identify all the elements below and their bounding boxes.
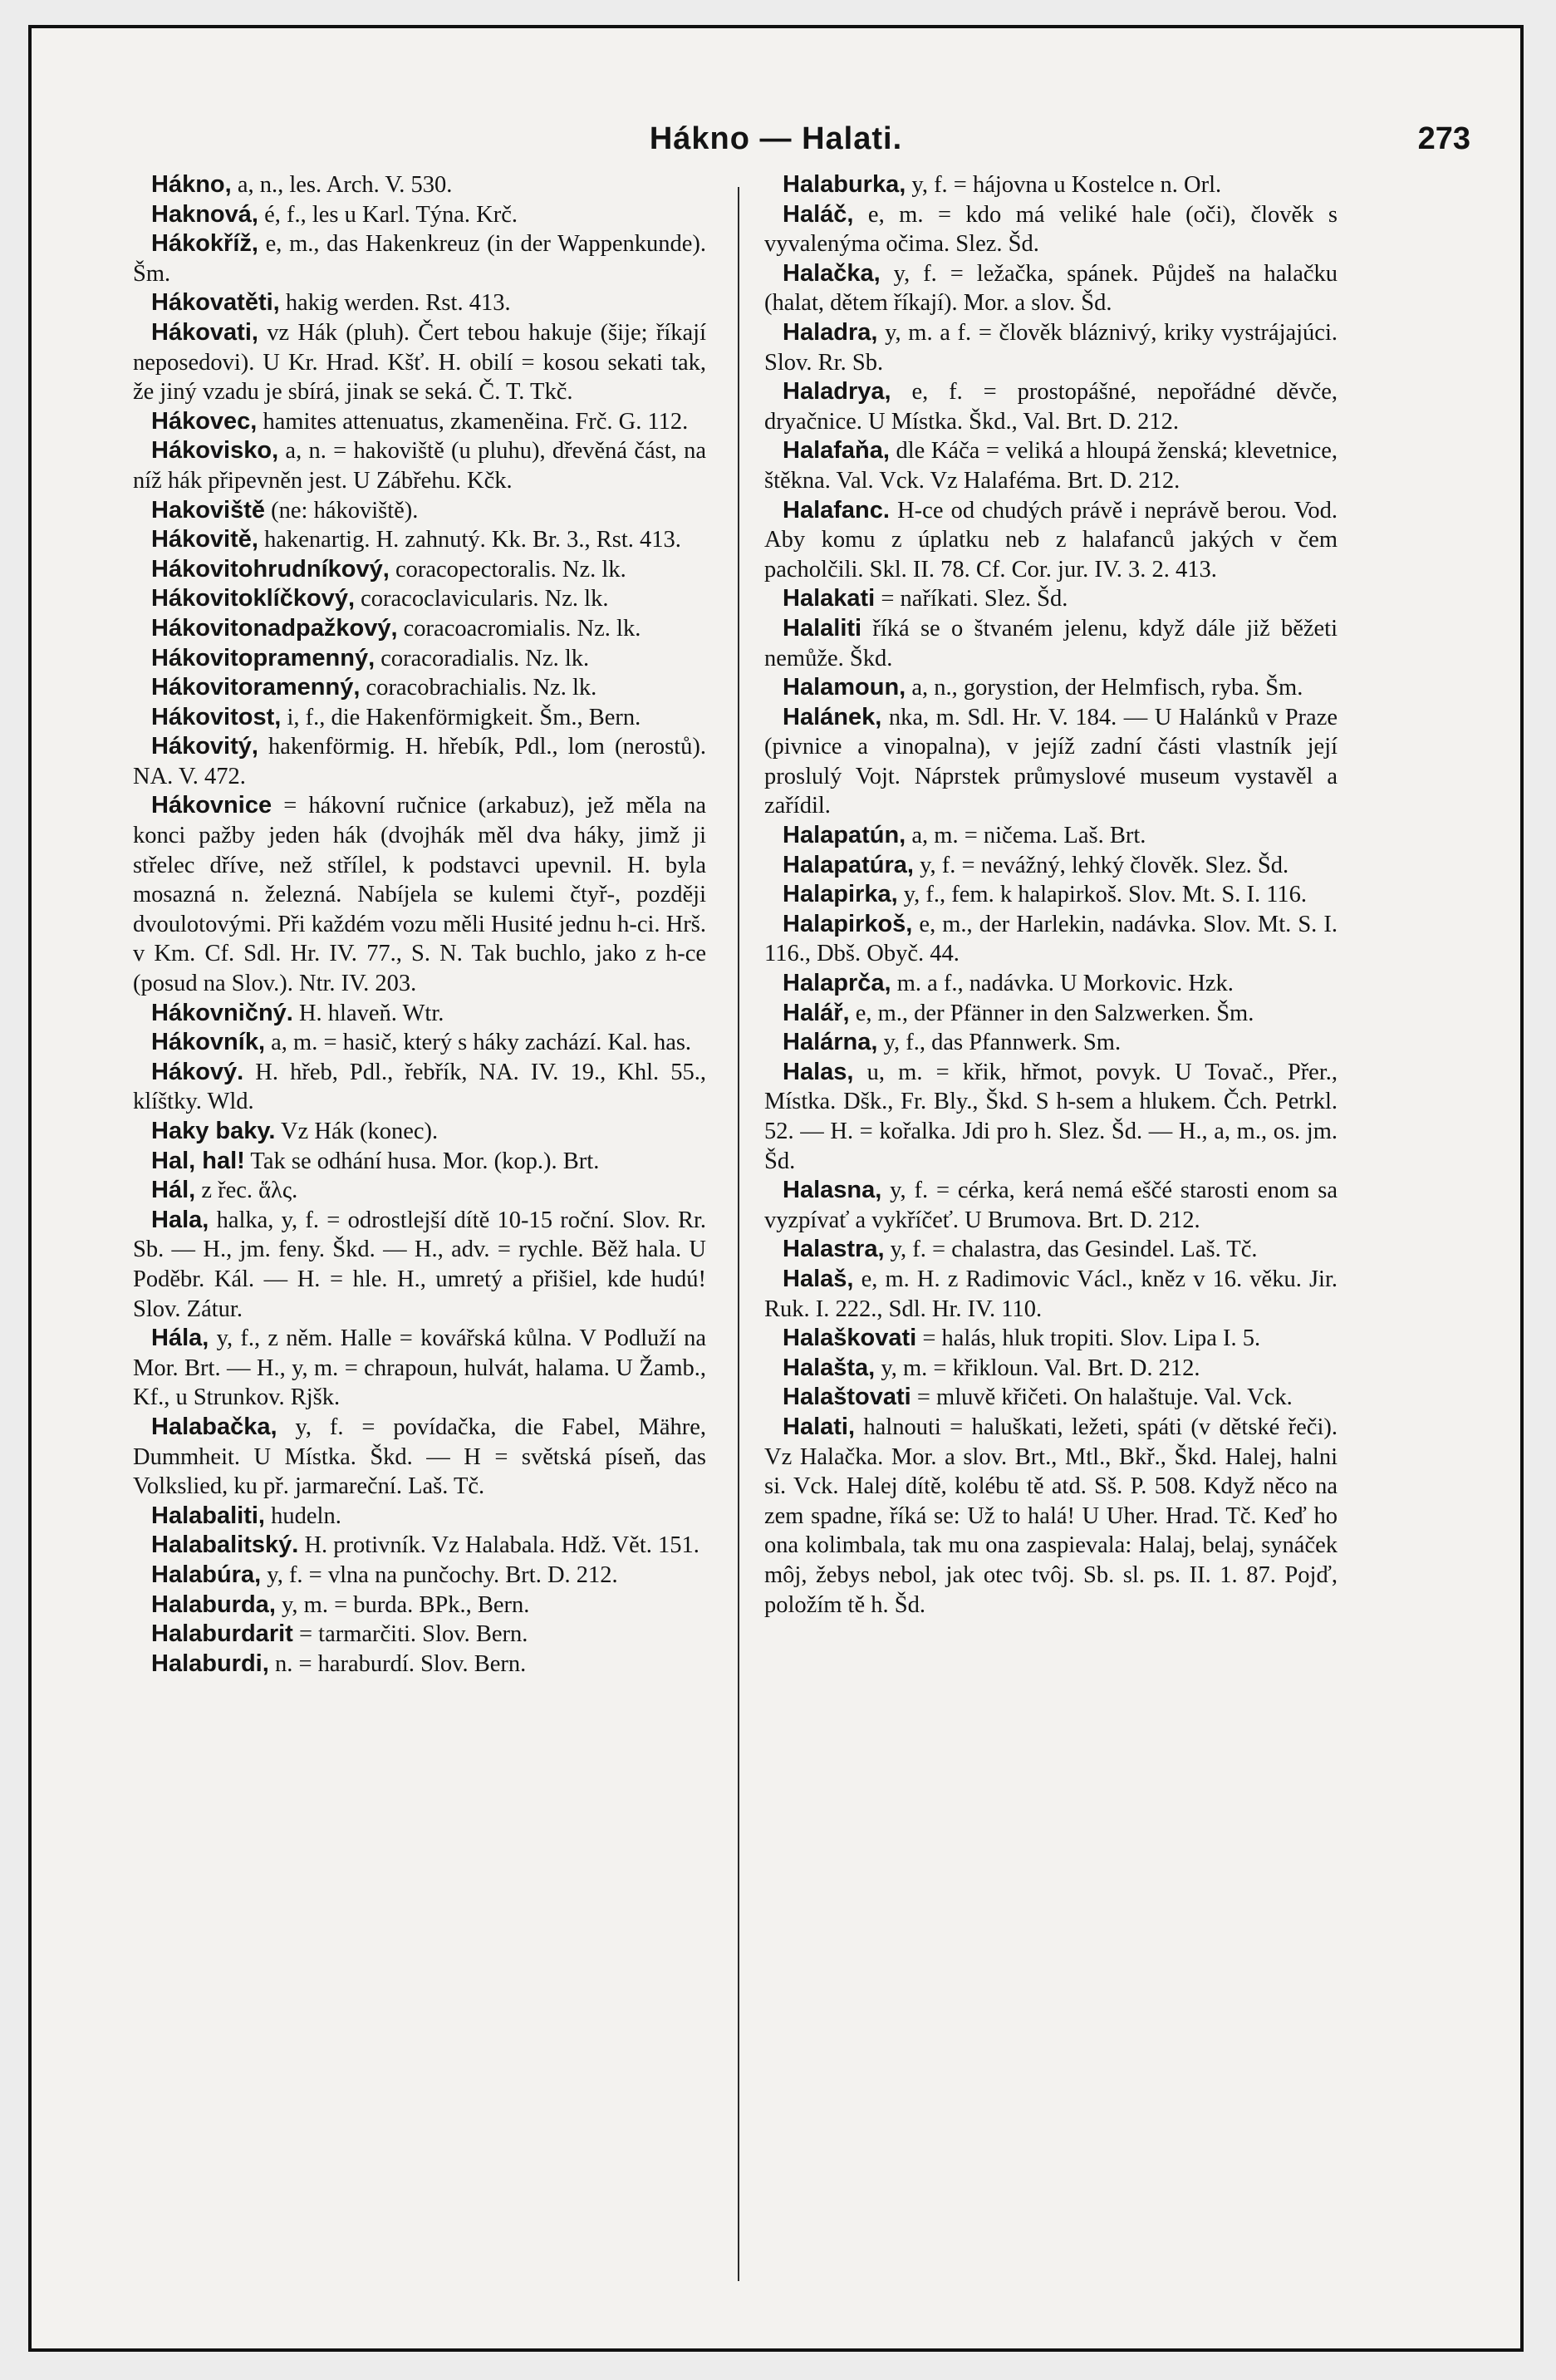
entry-definition: H. protivník. Vz Halabala. Hdž. Vět. 151. — [298, 1532, 699, 1559]
entry-headword: Haláč, — [783, 200, 854, 228]
entry-headword: Hákovitost, — [151, 703, 282, 730]
entry-headword: Halaburda, — [151, 1591, 276, 1618]
entry-definition: u, m. = křik, hřmot, povyk. U Tovač., Přer., Místka. Dšk., Fr. Bly., Škd. S h-sem a hlukem. Čch. Petrkl. 52. — H. = kořalka. Jdi pro h. Slez. Šd. — H., a, m., os. jm. Šd. — [764, 1059, 1338, 1174]
dictionary-entry — [133, 791, 706, 998]
dictionary-entry — [764, 496, 1338, 585]
dictionary-entry — [764, 703, 1338, 821]
entry-definition: y, f., z něm. Halle = kovářská kůlna. V Podluží na Mor. Brt. — H., y, m. = chrapoun, hulvát, halama. U Žamb., Kf., u Strunkov. Rjšk. — [133, 1325, 706, 1411]
dictionary-entry — [133, 555, 706, 585]
entry-headword: Hákovec, — [151, 407, 258, 435]
dictionary-entry — [133, 1058, 706, 1117]
entry-definition: y, f. = ležačka, spánek. Půjdeš na halačku (halat, dětem říkají). Mor. a slov. Šd. — [764, 260, 1338, 317]
page-header — [81, 121, 1470, 171]
entry-headword: Halabačka, — [151, 1413, 277, 1440]
column-divider — [738, 187, 739, 2281]
entry-headword: Halaburdarit — [151, 1620, 293, 1648]
entry-headword: Halaš, — [783, 1265, 854, 1292]
entry-definition: hakenartig. H. zahnutý. Kk. Br. 3., Rst. 413. — [258, 527, 681, 553]
dictionary-entry — [764, 436, 1338, 495]
entry-definition: i, f., die Hakenförmigkeit. Šm., Bern. — [281, 704, 641, 730]
entry-definition: y, m. = křikloun. Val. Brt. D. 212. — [875, 1355, 1200, 1381]
dictionary-entry — [764, 1058, 1338, 1176]
entry-headword: Haky baky. — [151, 1118, 276, 1144]
entry-headword: Halašta, — [783, 1354, 876, 1381]
dictionary-entry — [133, 1620, 706, 1650]
dictionary-entry — [133, 170, 706, 200]
entry-definition: hamites attenuatus, zkameněina. Frč. G. 112. — [257, 408, 689, 435]
entry-headword: Hákovitopramenný, — [151, 644, 376, 671]
entry-headword: Halasna, — [783, 1177, 882, 1204]
entry-definition: H. hřeb, Pdl., řebřík, NA. IV. 19., Khl. 55., klíštky. Wld. — [133, 1059, 706, 1115]
dictionary-entry — [133, 200, 706, 230]
dictionary-entry — [133, 732, 706, 791]
entry-headword: Hala, — [151, 1206, 209, 1233]
dictionary-entry — [133, 644, 706, 674]
entry-definition: hudeln. — [265, 1502, 341, 1529]
entry-definition: y, m. = burda. BPk., Bern. — [275, 1591, 530, 1618]
entry-definition: y, f. = nevážný, lehký člověk. Slez. Šd. — [913, 852, 1289, 878]
entry-definition: Tak se odhání husa. Mor. (kop.). Brt. — [244, 1148, 600, 1174]
entry-definition: é, f., les u Karl. Týna. Krč. — [258, 201, 518, 228]
entry-definition: coracobrachialis. Nz. lk. — [360, 675, 597, 701]
entry-headword: Haknová, — [151, 200, 258, 228]
dictionary-entry — [133, 496, 706, 526]
entry-headword: Hál, — [151, 1177, 196, 1204]
entry-headword: Halabaliti, — [151, 1502, 265, 1529]
dictionary-entry — [133, 999, 706, 1029]
entry-definition: y, m. a f. = člověk bláznivý, kriky vystrájajúci. Slov. Rr. Sb. — [764, 319, 1338, 376]
dictionary-entry — [133, 436, 706, 495]
entry-headword: Halánek, — [783, 703, 882, 730]
dictionary-entry — [133, 703, 706, 733]
entry-headword: Hákokříž, — [151, 230, 258, 258]
entry-definition: říká se o štvaném jelenu, když dále již běžeti nemůže. Škd. — [764, 615, 1338, 671]
right-column — [764, 170, 1338, 2264]
entry-definition: halka, y, f. = odrostlejší dítě 10-15 roční. Slov. Rr. Sb. — H., jm. feny. Škd. — H., adv. = rychle. Běž hala. U Poděbr. Kál. — H. = hle. H., umretý a přišiel, kde hudú! Slov. Zátur. — [133, 1207, 706, 1322]
entry-headword: Halafanc. — [783, 496, 890, 524]
entry-definition: y, f. = hájovna u Kostelce n. Orl. — [906, 172, 1222, 198]
dictionary-entry — [133, 407, 706, 437]
dictionary-entry — [764, 1354, 1338, 1384]
entry-headword: Hákovitoramenný, — [151, 674, 361, 701]
dictionary-entry — [764, 614, 1338, 673]
entry-definition: = tarmarčiti. Slov. Bern. — [292, 1621, 528, 1648]
entry-headword: Halafaňa, — [783, 437, 890, 465]
entry-headword: Halabúra, — [151, 1561, 262, 1588]
dictionary-entry — [764, 1235, 1338, 1265]
entry-headword: Hákovati, — [151, 318, 258, 346]
dictionary-entry — [764, 584, 1338, 614]
dictionary-entry — [764, 200, 1338, 259]
entry-headword: Halačka, — [783, 259, 881, 287]
dictionary-entry — [764, 1265, 1338, 1324]
entry-headword: Hákno, — [151, 171, 232, 198]
dictionary-entry — [764, 1028, 1338, 1058]
entry-definition: y, f. = vlna na punčochy. Brt. D. 212. — [261, 1561, 618, 1588]
dictionary-entry — [133, 1561, 706, 1591]
dictionary-entry — [764, 910, 1338, 969]
entry-headword: Hákový. — [151, 1058, 244, 1085]
entry-definition: y, f., das Pfannwerk. Sm. — [877, 1030, 1122, 1056]
entry-headword: Hákovitohrudníkový, — [151, 555, 390, 583]
dictionary-entry — [764, 377, 1338, 436]
dictionary-entry — [133, 318, 706, 407]
entry-definition: = hákovní ručnice (arkabuz), jež měla na konci pažby jeden hák (dvojhák měl dva háky, jimž ji střelec dříve, než střílel, k podstavci upevnil. H. byla mosazná n. železná. Nabíjela se kulemi čtyř-, později dvoulotovými. Při každém vozu měli Husité jednu h-ci. Hrš. v Km. Cf. Sdl. Hr. IV. 77., S. N. Tak buchlo, jako z h-ce (posud na Slov.). Ntr. IV. 203. — [133, 793, 706, 997]
entry-headword: Halaškovati — [783, 1325, 917, 1352]
dictionary-entry — [133, 584, 706, 614]
entry-headword: Halaburka, — [783, 171, 906, 198]
entry-definition: hakig werden. Rst. 413. — [279, 290, 511, 317]
entry-definition: H. hlaveň. Wtr. — [292, 1000, 444, 1026]
dictionary-entry — [764, 318, 1338, 377]
dictionary-entry — [764, 1413, 1338, 1620]
entry-headword: Hákovitý, — [151, 733, 258, 760]
entry-definition: a, n., les. Arch. V. 530. — [231, 172, 453, 198]
entry-headword: Halas, — [783, 1058, 854, 1085]
dictionary-entry — [133, 1650, 706, 1679]
dictionary-entry — [764, 1324, 1338, 1354]
dictionary-entry — [764, 1176, 1338, 1235]
entry-headword: Hákovník, — [151, 1029, 265, 1056]
entry-definition: coracoradialis. Nz. lk. — [375, 645, 590, 671]
dictionary-entry — [133, 1591, 706, 1620]
entry-headword: Halabalitský. — [151, 1532, 299, 1559]
entry-definition: H-ce od chudých právě i neprávě berou. Vod. Aby komu z úplatku neb z halafanců jakých v čem pacholčili. Skl. II. 78. Cf. Cor. jur. IV. 3. 2. 413. — [764, 497, 1338, 583]
entry-headword: Hal, hal! — [151, 1147, 245, 1174]
entry-definition: y, f., fem. k halapirkoš. Slov. Mt. S. I. 116. — [897, 882, 1308, 908]
entry-definition: = mluvě křičeti. On halaštuje. Val. Vck. — [911, 1384, 1293, 1411]
entry-headword: Halakati — [783, 585, 876, 612]
entry-definition: a, m. = hasič, který s háky zachází. Kal. has. — [265, 1030, 692, 1056]
entry-definition: e, m. = kdo má veliké hale (oči), člověk s vyvalenýma očima. Slez. Šd. — [764, 201, 1338, 258]
running-title: Hákno — Halati. — [649, 121, 903, 156]
dictionary-entry — [133, 1176, 706, 1206]
entry-definition: coracoacromialis. Nz. lk. — [397, 615, 641, 642]
entry-headword: Hákovničný. — [151, 999, 293, 1026]
entry-definition: vz Hák (pluh). Čert tebou hakuje (šije; říkají neposedovi). U Kr. Hrad. Kšť. H. obilí = kosou sekati tak, že jiný vzadu je sbírá, jinak se seká. Č. T. Tkč. — [133, 319, 706, 406]
entry-definition: nka, m. Sdl. Hr. V. 184. — U Halánků v Praze (pivnice a vinopalna), v jejíž zadní části vlastník její proslulý Vojt. Náprstek průmyslové museum vystavěl a zařídil. — [764, 704, 1338, 819]
dictionary-entry — [764, 969, 1338, 999]
dictionary-entry — [764, 170, 1338, 200]
entry-definition: n. = haraburdí. Slov. Bern. — [268, 1650, 527, 1677]
dictionary-entry — [133, 525, 706, 555]
dictionary-entry — [133, 1117, 706, 1147]
entry-definition: = naříkati. Slez. Šd. — [875, 586, 1068, 612]
page-number: 273 — [1417, 121, 1470, 156]
entry-definition: y, f. = povídačka, die Fabel, Mähre, Dummheit. U Místka. Škd. — H = světská píseň, das Volkslied, ku př. jarmareční. Laš. Tč. — [133, 1414, 706, 1500]
entry-definition: Vz Hák (konec). — [275, 1119, 439, 1144]
dictionary-entry — [133, 1028, 706, 1058]
entry-definition: e, m., der Pfänner in den Salzwerken. Šm. — [849, 1000, 1254, 1026]
entry-headword: Halapatún, — [783, 822, 906, 849]
entry-definition: a, n., gorystion, der Helmfisch, ryba. Šm. — [906, 675, 1303, 701]
dictionary-entry — [764, 851, 1338, 881]
dictionary-entry — [764, 673, 1338, 703]
dictionary-entry — [764, 1383, 1338, 1413]
dictionary-entry — [133, 288, 706, 318]
entry-headword: Hákovitoklíčkový, — [151, 585, 355, 612]
entry-definition: a, m. = ničema. Laš. Brt. — [906, 823, 1146, 849]
entry-definition: (ne: hákoviště). — [265, 497, 419, 524]
entry-definition: a, n. = hakoviště (u pluhu), dřevěná část, na níž hák připevněn jest. U Zábřehu. Kčk. — [133, 438, 706, 494]
dictionary-entry — [764, 880, 1338, 910]
entry-definition: = halás, hluk tropiti. Slov. Lipa I. 5. — [916, 1325, 1261, 1352]
dictionary-entry — [133, 1206, 706, 1324]
entry-definition: e, m. H. z Radimovic Václ., kněz v 16. věku. Jir. Ruk. I. 222., Sdl. Hr. IV. 110. — [764, 1266, 1338, 1322]
entry-definition: y, f. = cérka, kerá nemá eščé starosti enom sa vyzpívať a vykříčeť. U Brumova. Brt. D. 212. — [764, 1178, 1338, 1233]
entry-headword: Halaliti — [783, 614, 862, 642]
dictionary-entry — [133, 1324, 706, 1413]
entry-headword: Halati, — [783, 1413, 856, 1440]
dictionary-entry — [133, 1502, 706, 1532]
dictionary-entry — [764, 259, 1338, 318]
entry-definition: y, f. = chalastra, das Gesindel. Laš. Tč. — [884, 1237, 1258, 1263]
entry-headword: Halapirkoš, — [783, 910, 913, 937]
entry-definition: coracopectoralis. Nz. lk. — [389, 556, 626, 583]
entry-definition: coracoclavicularis. Nz. lk. — [355, 586, 609, 612]
dictionary-entry — [133, 614, 706, 644]
entry-definition: dle Káča = veliká a hloupá ženská; klevetnice, štěkna. Val. Vck. Vz Halaféma. Brt. D. 212. — [764, 438, 1338, 494]
entry-headword: Halárna, — [783, 1029, 878, 1056]
entry-headword: Hákovnice — [151, 792, 272, 819]
entry-definition: e, m., das Hakenkreuz (in der Wappenkunde). Šm. — [133, 231, 706, 287]
entry-headword: Halamoun, — [783, 674, 906, 701]
dictionary-entry — [133, 229, 706, 288]
dictionary-entry — [764, 821, 1338, 851]
dictionary-entry — [133, 673, 706, 703]
left-column — [133, 170, 706, 2264]
dictionary-entry — [764, 999, 1338, 1029]
entry-headword: Haladrya, — [783, 378, 891, 406]
entry-definition: z řec. ἅλς. — [195, 1178, 298, 1204]
entry-headword: Hákovisko, — [151, 437, 279, 465]
entry-headword: Hákovitonadpažkový, — [151, 614, 398, 642]
entry-headword: Halaburdi, — [151, 1650, 269, 1677]
entry-headword: Halapirka, — [783, 881, 898, 908]
entry-definition: halnouti = haluškati, ležeti, spáti (v dětské řeči). Vz Halačka. Mor. a slov. Brt., Mtl., Bkř., Škd. Halej, halni si. Vck. Halej dítě, kolébu tě atd. Sš. P. 508. Když něco na zem spadne, říká se: Už to halá! U Uher. Hrad. Tč. Keď ho ona kolimbala, tak mu ona zaspievala: Halaj, belaj, synáček môj, žebys nebol, jak otec tvôj. Sb. sl. ps. II. 1. 87. Pojď, položím tě h. Šd. — [764, 1414, 1338, 1618]
entry-headword: Halaprča, — [783, 970, 891, 997]
entry-headword: Hakoviště — [151, 496, 266, 524]
entry-headword: Halastra, — [783, 1236, 885, 1263]
entry-definition: e, f. = prostopášné, nepořádné děvče, dryačnice. U Místka. Škd., Val. Brt. D. 212. — [764, 379, 1338, 435]
entry-definition: e, m., der Harlekin, nadávka. Slov. Mt. S. I. 116., Dbš. Obyč. 44. — [764, 911, 1338, 967]
dictionary-entry — [133, 1413, 706, 1502]
entry-headword: Hákovitě, — [151, 526, 258, 553]
entry-headword: Halář, — [783, 999, 850, 1026]
dictionary-entry — [133, 1147, 706, 1177]
entry-definition: hakenförmig. H. hřebík, Pdl., lom (nerostů). NA. V. 472. — [133, 734, 706, 789]
entry-definition: m. a f., nadávka. U Morkovic. Hzk. — [891, 971, 1234, 997]
entry-headword: Hákovatěti, — [151, 289, 280, 317]
dictionary-entry — [133, 1531, 706, 1561]
entry-headword: Halaštovati — [783, 1384, 911, 1411]
entry-headword: Halapatúra, — [783, 851, 914, 878]
entry-headword: Haladra, — [783, 318, 878, 346]
entry-headword: Hála, — [151, 1325, 209, 1352]
